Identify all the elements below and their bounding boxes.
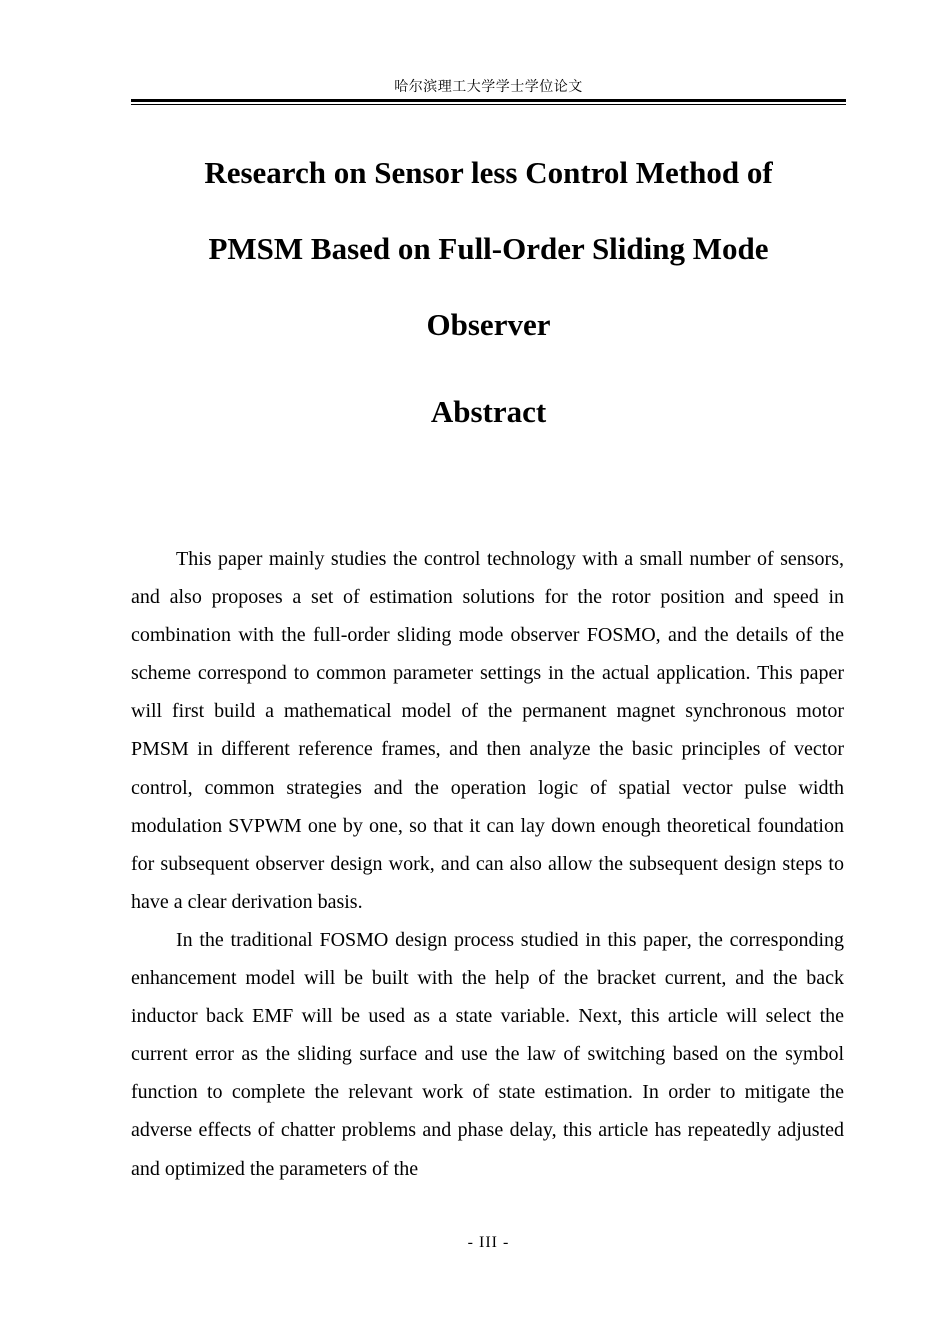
- header-rule-thick: [131, 99, 846, 102]
- title-line-3: Observer: [426, 307, 551, 342]
- abstract-body: [131, 540, 844, 1188]
- page-header: 哈尔滨理工大学学士学位论文: [394, 79, 583, 95]
- title-line-2: PMSM Based on Full-Order Sliding Mode: [208, 231, 769, 266]
- abstract-paragraph-2: In the traditional FOSMO design process studied in this paper, the corresponding enhancement model will be built with the help of the bracket current, and the back inductor back EMF will be used as a state variable. Next, this article will select the current error as the sliding surface and use the law of switching based on the symbol function to complete the relevant work of state estimation. In order to mitigate the adverse effects of chatter problems and phase delay, this article has repeatedly adjusted and optimized the parameters of the: [131, 928, 844, 1180]
- page-number: - III -: [467, 1234, 510, 1251]
- abstract-heading: Abstract: [430, 394, 547, 429]
- abstract-paragraph-1: This paper mainly studies the control technology with a small number of sensors, and also proposes a set of estimation solutions for the rotor position and speed in combination with the full-order sliding mode observer FOSMO, and the details of the scheme correspond to common parameter settings in the actual application. This paper will first build a mathematical model of the permanent magnet synchronous motor PMSM in different reference frames, and then analyze the basic principles of vector control, common strategies and the operation logic of spatial vector pulse width modulation SVPWM one by one, so that it can lay down enough theoretical foundation for subsequent observer design work, and can also allow the subsequent design steps to have a clear derivation basis.: [131, 548, 844, 913]
- title-line-1: Research on Sensor less Control Method of: [204, 155, 773, 190]
- header-rule-thin: [131, 104, 846, 105]
